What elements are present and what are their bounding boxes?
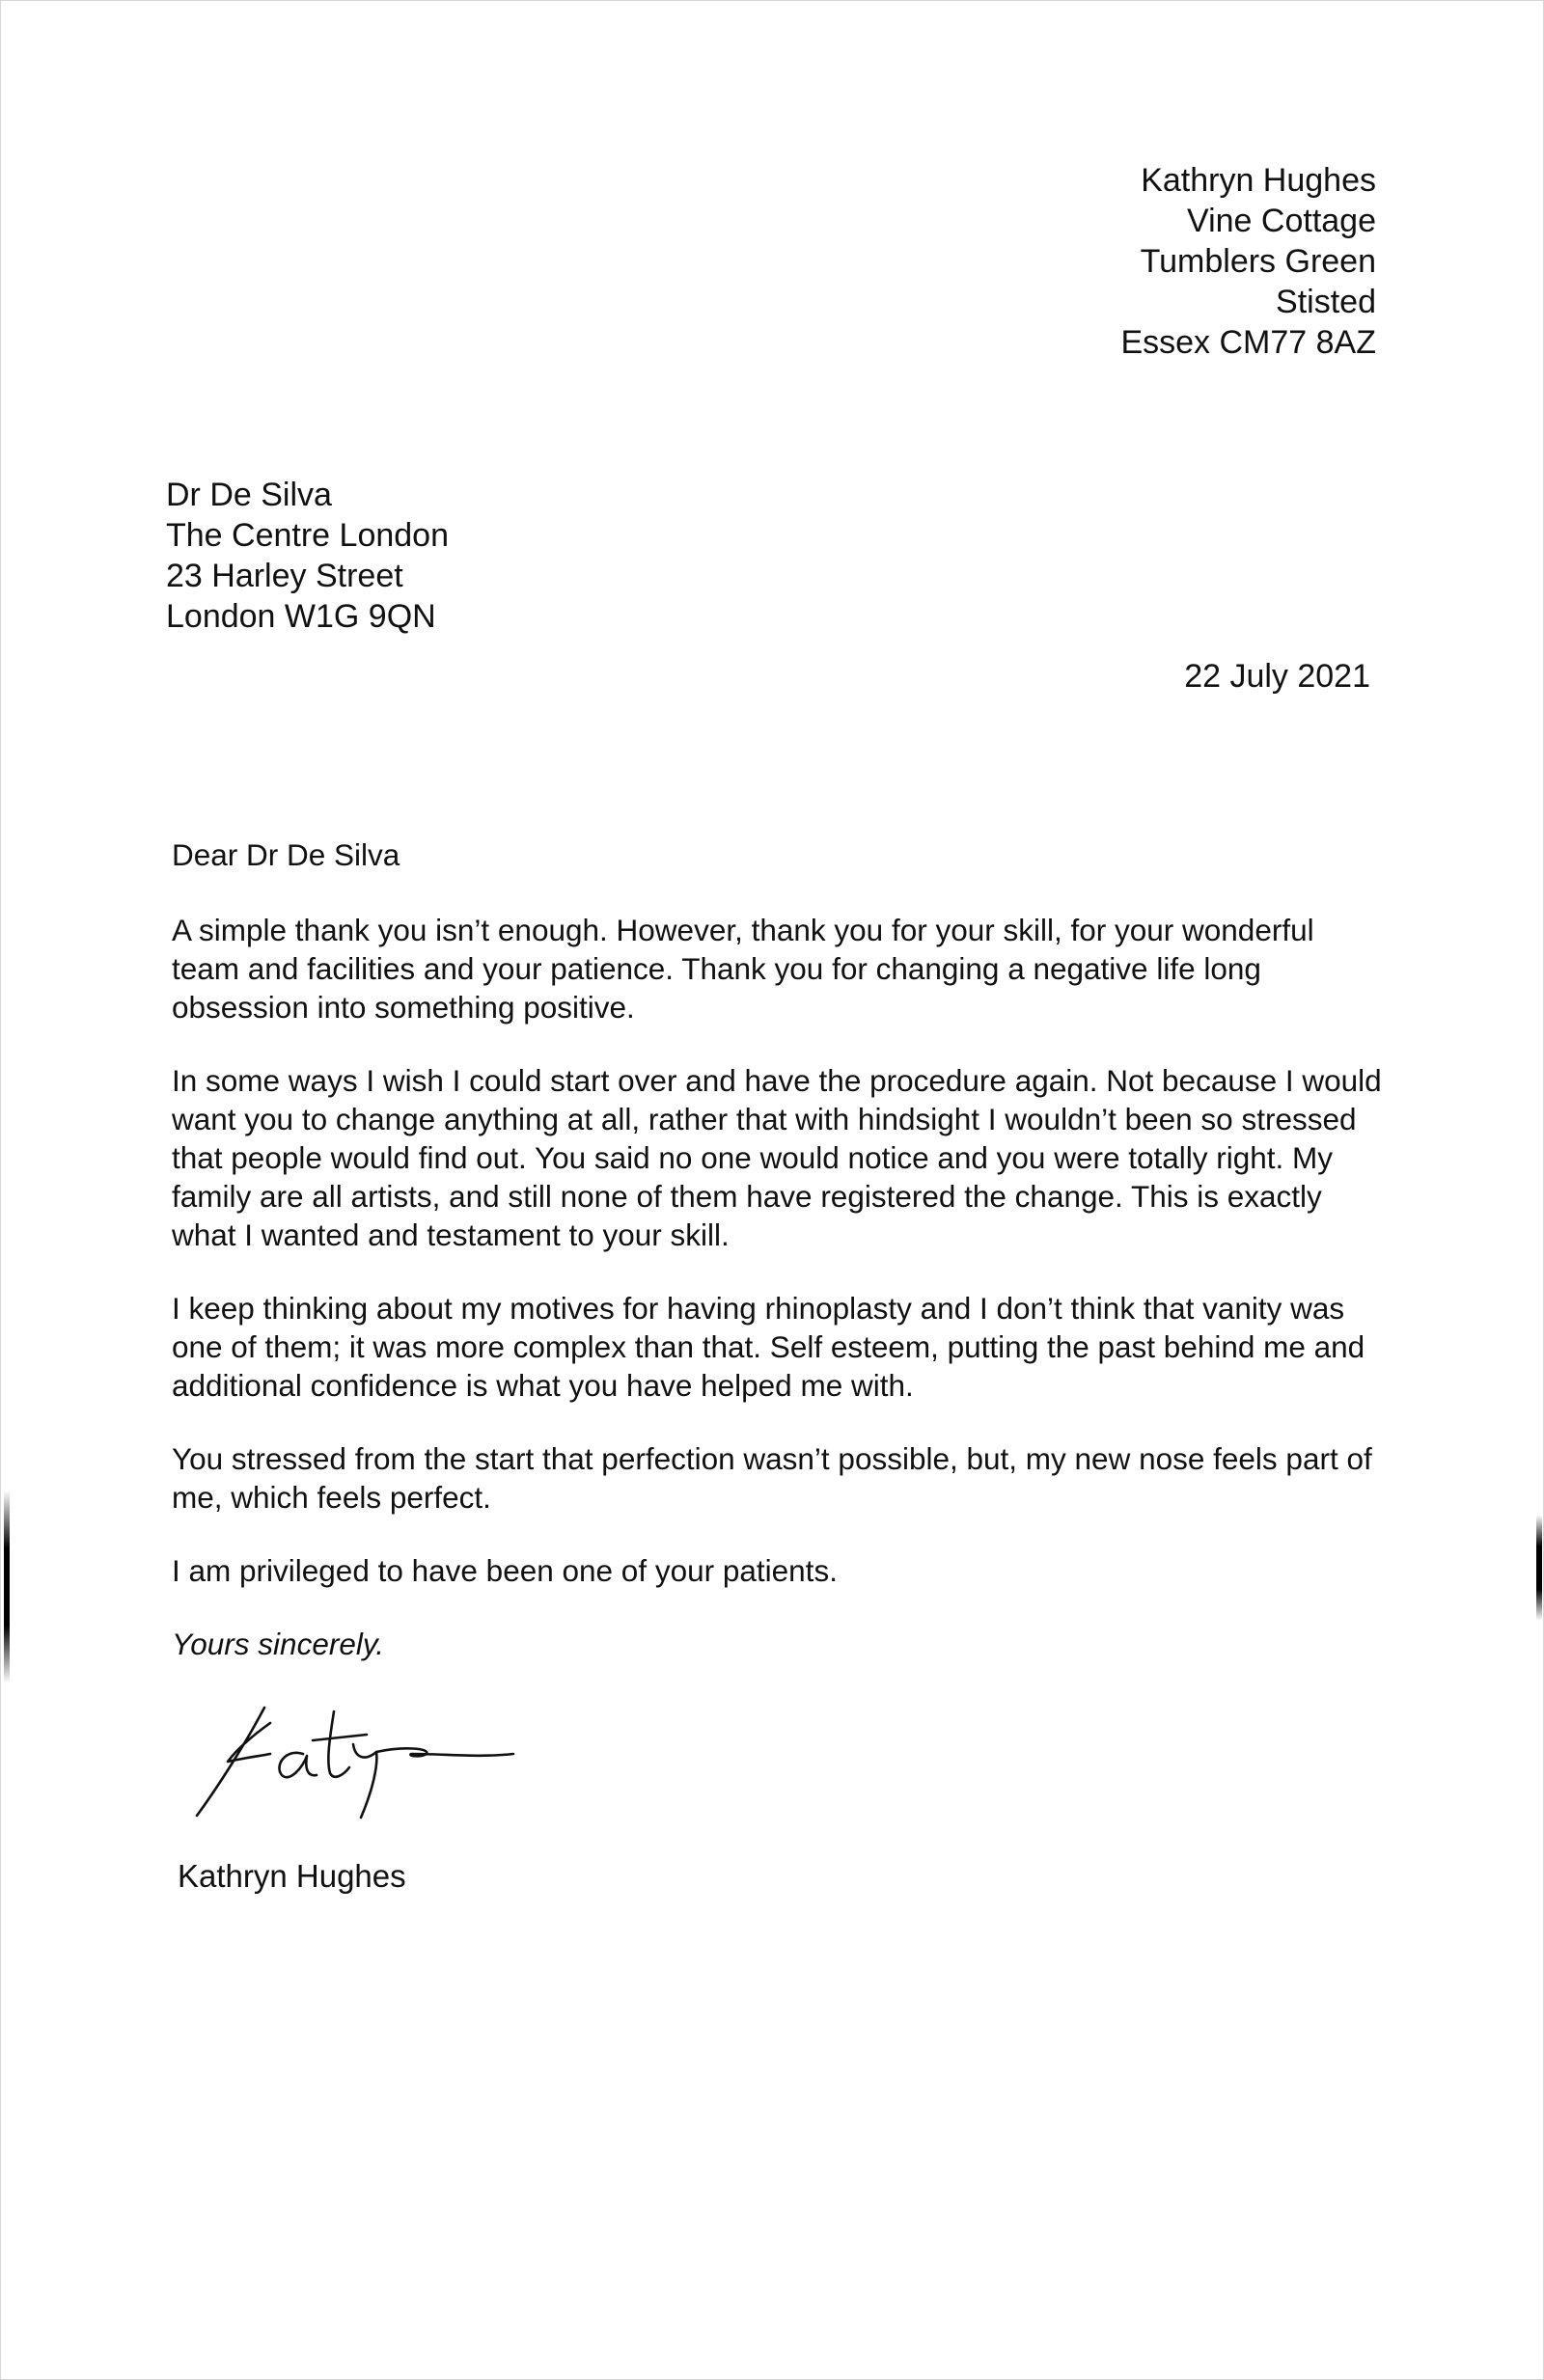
sender-address-line: Tumblers Green (1140, 243, 1376, 280)
recipient-name: Dr De Silva (166, 477, 332, 513)
letter-body (172, 835, 1388, 1698)
closing: Yours sincerely. (172, 1627, 385, 1661)
sender-address-block (1120, 160, 1376, 363)
body-paragraph: You stressed from the start that perfection wasn’t possible, but, my new nose feels part of me, which feels perfect. (172, 1441, 1372, 1515)
body-paragraph: In some ways I wish I could start over and have the procedure again. Not because I would want you to change anything at all, rather that with hindsight I wouldn’t been so stressed that people would find out. You said no one would notice and you were totally right. My family are all artists, and still none of them have registered the change. This is exactly what I wanted and testament to your skill. (172, 1063, 1382, 1252)
scan-edge-mark-right (1536, 1515, 1542, 1621)
recipient-address-line: The Centre London (166, 517, 449, 554)
letter-date: 22 July 2021 (1184, 658, 1370, 695)
salutation: Dear Dr De Silva (172, 837, 400, 872)
handwritten-signature (189, 1698, 527, 1833)
signatory-name: Kathryn Hughes (178, 1858, 406, 1894)
body-paragraph: I keep thinking about my motives for having rhinoplasty and I don’t think that vanity was one of them; it was more complex than that. Self esteem, putting the past behind me and additional confidence is what you have helped me with. (172, 1291, 1365, 1403)
recipient-address-block (166, 475, 449, 637)
body-paragraph: I am privileged to have been one of your patients. (172, 1553, 838, 1588)
sender-address-line: Essex CM77 8AZ (1120, 324, 1376, 361)
recipient-address-line: 23 Harley Street (166, 558, 403, 594)
recipient-address-line: London W1G 9QN (166, 598, 436, 635)
sender-address-line: Stisted (1276, 284, 1376, 320)
sender-name: Kathryn Hughes (1141, 162, 1376, 199)
sender-address-line: Vine Cottage (1187, 203, 1376, 239)
scan-edge-mark-left (4, 1491, 10, 1683)
body-paragraph: A simple thank you isn’t enough. However, thank you for your skill, for your wonderful team and facilities and your patience. Thank you for changing a negative life long obsession into something positive. (172, 913, 1314, 1025)
